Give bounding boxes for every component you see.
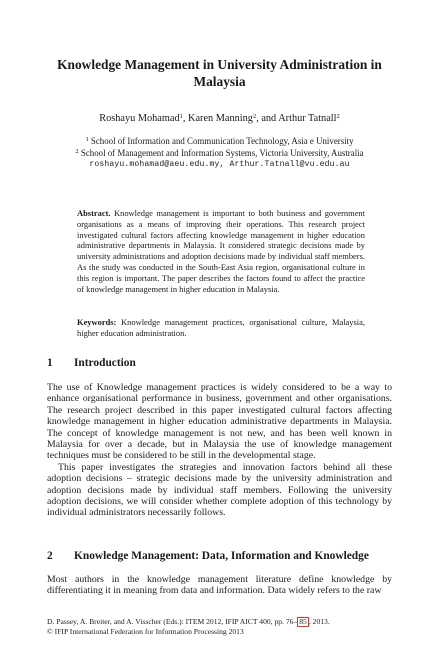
author-name: Arthur Tatnall bbox=[278, 113, 337, 124]
page-link[interactable]: 85 bbox=[299, 617, 307, 626]
section-number: 2 bbox=[47, 550, 53, 562]
citation-text: D. Passey, A. Breiter, and A. Visscher (Eds.): ITEM 2012, IFIP AICT 400, pp. 76– bbox=[47, 617, 298, 626]
author-affil-mark: 1 bbox=[179, 113, 183, 120]
affil-mark: 1 bbox=[85, 136, 89, 143]
affiliations bbox=[40, 136, 399, 171]
abstract-text: Knowledge management is important to both business and government organisations as a means of improving their operations. This research project investigated cultural factors affecting knowledge management in higher education administrative departments in Malaysia. It considered strategic decisions made by university administrations and adoption decisions made by individual staff members. As the study was conducted in the South-East Asia region, organisational culture in this region is important. The paper describes the factors found to affect the practice of knowledge management in higher education in Malaysia. bbox=[77, 208, 365, 294]
paper-title: Knowledge Management in University Administration in Malaysia bbox=[57, 57, 382, 89]
author-name: Karen Manning bbox=[188, 113, 253, 124]
section-body bbox=[47, 574, 392, 597]
author-list bbox=[30, 113, 409, 125]
body-paragraph: This paper investigates the strategies and innovation factors behind all these adoption decisions – strategic decisions made by the university administration and adoption decisions made by individual staff members. Following the university adoption decisions, we will consider whether complete adoption of this technology by individual administrators necessarily follows. bbox=[47, 461, 392, 519]
section-number: 1 bbox=[47, 357, 53, 369]
section-body bbox=[47, 382, 392, 519]
affiliation-line bbox=[40, 136, 399, 148]
author-separator: , bbox=[182, 113, 189, 124]
keywords bbox=[77, 317, 365, 339]
copyright-line: © IFIP International Federation for Information Processing 2013 bbox=[47, 627, 244, 636]
keywords-label: Keywords: bbox=[77, 317, 117, 327]
body-paragraph: The use of Knowledge management practices is widely considered to be a way to enhance organisational performance in business, government and other organisations. The research project described in this paper investigated cultural factors affecting knowledge management in higher education administrative departments in Malaysia. The concept of knowledge management is not new, and has been well known in Malaysia for over a decade, but in Malaysia the use of knowledge management techniques must be considered to be still in the developmental stage. bbox=[47, 382, 392, 462]
author-emails: roshayu.mohamad@aeu.edu.my, Arthur.Tatnall@vu.edu.au bbox=[89, 160, 350, 169]
citation-suffix: , 2013. bbox=[308, 617, 330, 626]
author-affil-mark: 2 bbox=[252, 113, 257, 120]
abstract-label: Abstract. bbox=[77, 208, 111, 218]
section-heading bbox=[47, 356, 397, 370]
affiliation-text: School of Management and Information Systems, Victoria University, Australia bbox=[80, 147, 364, 158]
keywords-text: Knowledge management practices, organisational culture, Malaysia, higher education administration. bbox=[77, 317, 365, 338]
author-separator: , and bbox=[256, 113, 279, 124]
body-paragraph: Most authors in the knowledge management literature define knowledge by differentiating it in meaning from data and information. Data widely refers to the raw bbox=[47, 574, 392, 597]
affiliation-line bbox=[40, 148, 399, 160]
affiliation-text: School of Information and Communication Technology, Asia e University bbox=[90, 136, 354, 146]
citation-line bbox=[47, 617, 397, 627]
abstract bbox=[77, 208, 365, 294]
author-name: Roshayu Mohamad bbox=[99, 113, 180, 124]
affil-mark: 2 bbox=[75, 147, 79, 155]
page-footer bbox=[47, 617, 397, 637]
section-title: Introduction bbox=[74, 357, 136, 369]
section-title: Knowledge Management: Data, Information and Knowledge bbox=[74, 550, 369, 562]
section-heading bbox=[47, 549, 397, 563]
author-affil-mark: 2 bbox=[336, 113, 340, 120]
